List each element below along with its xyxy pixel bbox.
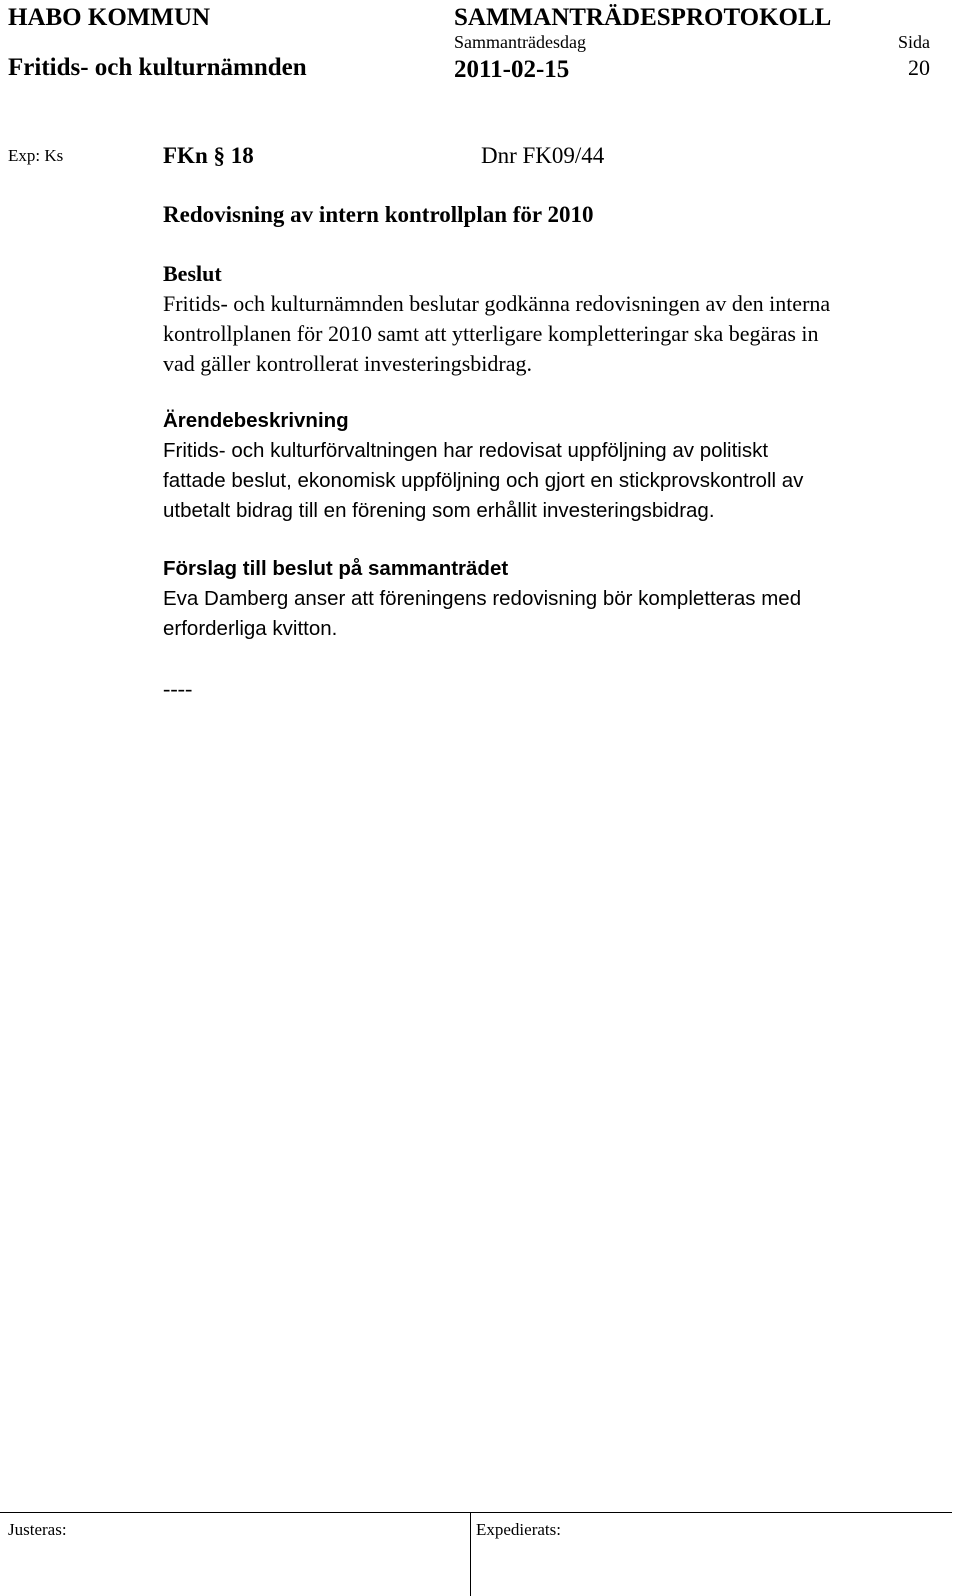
paragraph-number: FKn § 18 [163,143,254,168]
beslut-section [163,259,953,379]
arendebeskrivning-heading: Ärendebeskrivning [163,409,349,432]
end-marker: ---- [163,676,193,701]
municipality-name: HABO KOMMUN [8,4,211,31]
page-label: Sida [897,32,930,52]
forslag-section [163,554,953,644]
meeting-date: 2011-02-15 [454,56,570,83]
beslut-line: vad gäller kontrollerat investeringsbidrag. [163,351,532,376]
expedierats-label: Expedierats: [476,1520,561,1539]
diary-number: Dnr FK09/44 [481,143,605,168]
page-number: 20 [908,55,930,80]
arendebeskrivning-section [163,406,953,526]
beslut-line: kontrollplanen för 2010 samt att ytterligare kompletteringar ska begäras in [163,321,819,346]
document-type: SAMMANTRÄDESPROTOKOLL [454,4,832,31]
beslut-heading: Beslut [163,261,222,286]
footer-column-divider [470,1512,471,1596]
committee-name: Fritids- och kulturnämnden [8,54,307,81]
arendebeskrivning-line: fattade beslut, ekonomisk uppföljning och gjort en stickprovskontroll av [163,469,804,492]
forslag-line: erforderliga kvitton. [163,617,338,640]
beslut-line: Fritids- och kulturnämnden beslutar godkänna redovisningen av den interna [163,291,831,316]
forslag-line: Eva Damberg anser att föreningens redovisning bör kompletteras med [163,587,802,610]
arendebeskrivning-line: utbetalt bidrag till en förening som erhållit investeringsbidrag. [163,499,715,522]
arendebeskrivning-line: Fritids- och kulturförvaltningen har redovisat uppföljning av politiskt [163,439,769,462]
forslag-heading: Förslag till beslut på sammanträdet [163,557,509,580]
meeting-date-label: Sammanträdesdag [454,32,586,52]
case-title: Redovisning av intern kontrollplan för 2010 [163,202,594,227]
footer-divider [0,1512,952,1513]
justeras-label: Justeras: [8,1520,67,1539]
expedition-note: Exp: Ks [8,146,64,165]
